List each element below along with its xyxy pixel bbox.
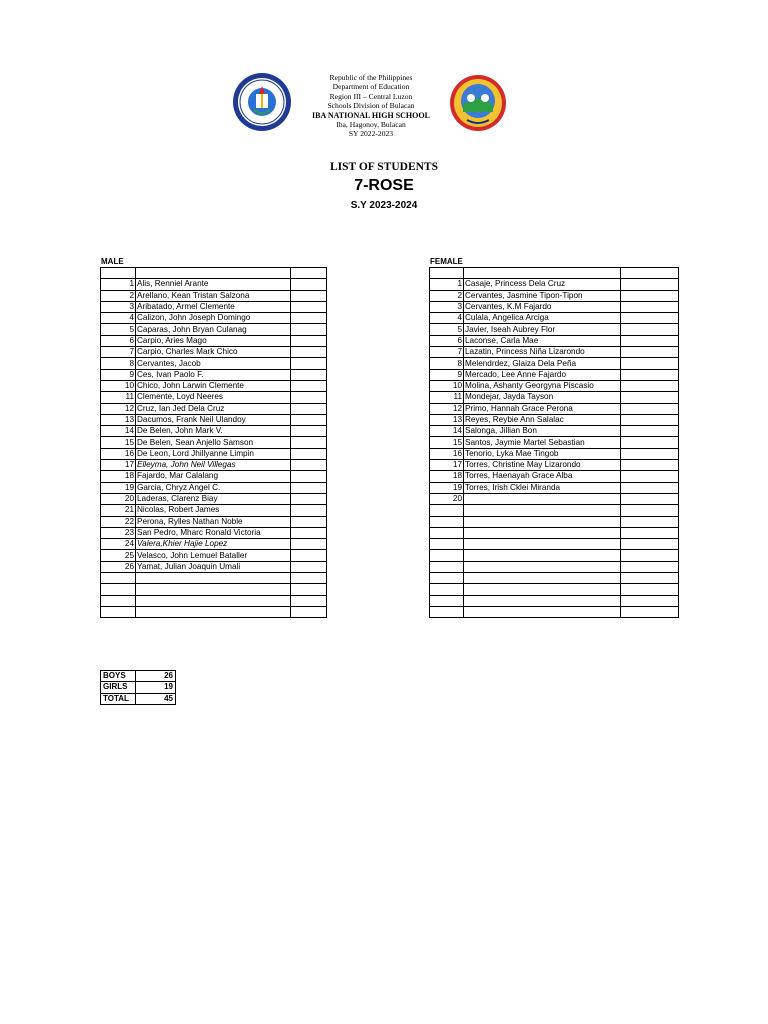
table-row <box>101 482 327 493</box>
student-name <box>464 550 621 561</box>
blank-cell <box>621 595 679 606</box>
table-row <box>430 268 679 279</box>
totals-label: TOTAL <box>101 693 136 704</box>
blank-cell <box>291 392 327 403</box>
row-number: 14 <box>101 426 136 437</box>
row-number <box>430 527 464 538</box>
section-title: 7-ROSE <box>354 177 414 194</box>
table-row <box>430 313 679 324</box>
table-row <box>101 561 327 572</box>
row-number: 1 <box>101 279 136 290</box>
table-row <box>430 369 679 380</box>
blank-cell <box>621 561 679 572</box>
blank-cell <box>621 313 679 324</box>
table-row <box>101 392 327 403</box>
student-name: Garcia, Chryz Angel C. <box>136 482 291 493</box>
totals-row-girls <box>101 682 176 693</box>
row-number: 3 <box>101 301 136 312</box>
student-name <box>464 595 621 606</box>
blank-cell <box>621 268 679 279</box>
blank-cell <box>291 369 327 380</box>
school-name: IBA NATIONAL HIGH SCHOOL <box>312 110 430 120</box>
table-row <box>101 539 327 550</box>
row-number <box>101 573 136 584</box>
student-name: Calizon, John Joseph Domingo <box>136 313 291 324</box>
blank-cell <box>621 584 679 595</box>
blank-cell <box>291 516 327 527</box>
table-row <box>101 313 327 324</box>
student-name: Molina, Ashanty Georgyna Piscasio <box>464 380 621 391</box>
table-row <box>430 550 679 561</box>
student-name: Carpio, Charles Mark Chico <box>136 347 291 358</box>
blank-cell <box>621 358 679 369</box>
row-number: 7 <box>101 347 136 358</box>
student-name: Valera,Khier Hajie Lopez <box>136 539 291 550</box>
student-name: Elleyma, John Neil Villegas <box>136 460 291 471</box>
student-name <box>464 516 621 527</box>
blank-cell <box>291 584 327 595</box>
table-row <box>101 437 327 448</box>
student-name: Alis, Renniel Arante <box>136 279 291 290</box>
blank-cell <box>621 493 679 504</box>
blank-cell <box>291 460 327 471</box>
student-name: Arellano, Kean Tristan Salzona <box>136 290 291 301</box>
row-number: 24 <box>101 539 136 550</box>
table-row <box>430 437 679 448</box>
female-label: FEMALE <box>430 257 463 266</box>
student-name: Yamat, Julian Joaquin Umali <box>136 561 291 572</box>
table-row <box>101 460 327 471</box>
row-number <box>101 584 136 595</box>
school-header <box>290 73 452 139</box>
totals-label: BOYS <box>101 671 136 682</box>
blank-cell <box>621 606 679 617</box>
row-number: 20 <box>430 493 464 504</box>
table-row <box>430 414 679 425</box>
blank-cell <box>291 448 327 459</box>
row-number: 2 <box>101 290 136 301</box>
row-number: 11 <box>430 392 464 403</box>
table-row <box>101 493 327 504</box>
blank-cell <box>621 448 679 459</box>
blank-cell <box>621 573 679 584</box>
blank-cell <box>291 606 327 617</box>
table-row <box>430 324 679 335</box>
student-name: Torres, Christine May Lizarondo <box>464 460 621 471</box>
header-line-4: Schools Division of Bulacan <box>327 101 415 111</box>
row-number: 21 <box>101 505 136 516</box>
blank-cell <box>291 347 327 358</box>
row-number: 9 <box>101 369 136 380</box>
blank-cell <box>291 482 327 493</box>
blank-cell <box>621 482 679 493</box>
row-number: 10 <box>101 380 136 391</box>
table-row <box>101 279 327 290</box>
blank-cell <box>291 268 327 279</box>
row-number <box>430 584 464 595</box>
table-row <box>101 584 327 595</box>
table-row <box>101 268 327 279</box>
male-label: MALE <box>101 257 124 266</box>
blank-cell <box>621 347 679 358</box>
student-name: Fajardo, Mar Calalang <box>136 471 291 482</box>
student-name <box>464 539 621 550</box>
student-name: Ces, Ivan Paolo F. <box>136 369 291 380</box>
row-number: 15 <box>430 437 464 448</box>
student-name: Perona, Rylles Nathan Noble <box>136 516 291 527</box>
row-number: 9 <box>430 369 464 380</box>
student-name: Dacumos, Frank Neil Ulandoy <box>136 414 291 425</box>
division-seal-logo <box>449 72 507 134</box>
table-row <box>430 471 679 482</box>
totals-value: 45 <box>136 693 176 704</box>
row-number <box>430 505 464 516</box>
row-number: 14 <box>430 426 464 437</box>
row-number: 10 <box>430 380 464 391</box>
blank-cell <box>291 595 327 606</box>
row-number <box>430 268 464 279</box>
row-number: 20 <box>101 493 136 504</box>
school-year-title: S.Y 2023-2024 <box>350 200 418 211</box>
student-name: Javier, Iseah Aubrey Flor <box>464 324 621 335</box>
student-name: Clemente, Loyd Neeres <box>136 392 291 403</box>
row-number: 18 <box>430 471 464 482</box>
row-number: 1 <box>430 279 464 290</box>
row-number: 7 <box>430 347 464 358</box>
table-row <box>430 505 679 516</box>
student-name <box>136 573 291 584</box>
student-name: San Pedro, Mharc Ronald Victoria <box>136 527 291 538</box>
school-seal-logo <box>232 72 292 132</box>
student-name: Santos, Jaymie Martel Sebastian <box>464 437 621 448</box>
student-name: Aribatado, Armel Clemente <box>136 301 291 312</box>
blank-cell <box>291 437 327 448</box>
blank-cell <box>291 493 327 504</box>
header-school-year: SY 2022-2023 <box>348 129 394 139</box>
blank-cell <box>621 539 679 550</box>
student-name <box>464 505 621 516</box>
student-name: Caparas, John Bryan Culanag <box>136 324 291 335</box>
blank-cell <box>291 527 327 538</box>
row-number: 17 <box>101 460 136 471</box>
student-name: Torres, Haenayah Grace Alba <box>464 471 621 482</box>
blank-cell <box>621 426 679 437</box>
row-number: 6 <box>430 335 464 346</box>
table-row <box>101 505 327 516</box>
row-number: 8 <box>430 358 464 369</box>
student-name: Cruz, Ian Jed Dela Cruz <box>136 403 291 414</box>
blank-cell <box>621 471 679 482</box>
row-number <box>101 268 136 279</box>
blank-cell <box>621 301 679 312</box>
student-name <box>136 606 291 617</box>
blank-cell <box>621 369 679 380</box>
student-name: Reyes, Reybie Ann Salalac <box>464 414 621 425</box>
table-row <box>430 448 679 459</box>
table-row <box>430 380 679 391</box>
table-row <box>430 606 679 617</box>
table-row <box>101 527 327 538</box>
student-name: De Belen, Sean Anjello Samson <box>136 437 291 448</box>
table-row <box>430 335 679 346</box>
blank-cell <box>621 505 679 516</box>
student-name <box>464 268 621 279</box>
table-row <box>101 301 327 312</box>
row-number: 3 <box>430 301 464 312</box>
row-number: 6 <box>101 335 136 346</box>
student-name: Tenorio, Lyka Mae Tingob <box>464 448 621 459</box>
blank-cell <box>621 380 679 391</box>
totals-value: 26 <box>136 671 176 682</box>
row-number: 16 <box>101 448 136 459</box>
student-name: Lazatin, Princess Niña Lizarondo <box>464 347 621 358</box>
student-name <box>136 595 291 606</box>
row-number: 11 <box>101 392 136 403</box>
student-name: Nicolas, Robert James <box>136 505 291 516</box>
totals-value: 19 <box>136 682 176 693</box>
student-name: Casaje, Princess Dela Cruz <box>464 279 621 290</box>
table-row <box>101 403 327 414</box>
row-number <box>430 573 464 584</box>
row-number <box>430 550 464 561</box>
row-number: 4 <box>430 313 464 324</box>
table-row <box>430 301 679 312</box>
blank-cell <box>621 335 679 346</box>
row-number: 26 <box>101 561 136 572</box>
blank-cell <box>621 437 679 448</box>
row-number <box>430 561 464 572</box>
header-line-1: Republic of the Philippines <box>329 73 413 82</box>
student-name: Culala, Angelica Arciga <box>464 313 621 324</box>
school-address: Iba, Hagonoy, Bulacan <box>336 120 406 130</box>
blank-cell <box>291 358 327 369</box>
row-number: 5 <box>430 324 464 335</box>
table-row <box>430 358 679 369</box>
blank-cell <box>621 392 679 403</box>
student-name: Laconse, Carla Mae <box>464 335 621 346</box>
row-number <box>101 595 136 606</box>
blank-cell <box>291 324 327 335</box>
student-name: De Leon, Lord Jhillyanne Limpin <box>136 448 291 459</box>
table-row <box>101 358 327 369</box>
row-number: 2 <box>430 290 464 301</box>
row-number <box>430 539 464 550</box>
row-number: 25 <box>101 550 136 561</box>
table-row <box>101 324 327 335</box>
table-row <box>101 426 327 437</box>
table-row <box>101 448 327 459</box>
student-name: Cervantes, Jasmine Tipon-Tipon <box>464 290 621 301</box>
student-name: Torres, Irish Cklei Miranda <box>464 482 621 493</box>
table-row <box>101 516 327 527</box>
table-row <box>101 380 327 391</box>
student-name: Salonga, Jillian Bon <box>464 426 621 437</box>
table-row <box>430 561 679 572</box>
row-number: 8 <box>101 358 136 369</box>
student-name: Cervantes, Jacob <box>136 358 291 369</box>
blank-cell <box>621 290 679 301</box>
table-row <box>430 290 679 301</box>
table-row <box>101 414 327 425</box>
document-title: LIST OF STUDENTS <box>329 161 438 173</box>
blank-cell <box>291 561 327 572</box>
blank-cell <box>291 539 327 550</box>
blank-cell <box>291 505 327 516</box>
student-name: Chico, John Larwin Clemente <box>136 380 291 391</box>
totals-table <box>100 670 176 705</box>
row-number: 15 <box>101 437 136 448</box>
student-name <box>136 268 291 279</box>
student-name <box>464 606 621 617</box>
blank-cell <box>291 426 327 437</box>
row-number <box>430 516 464 527</box>
row-number: 17 <box>430 460 464 471</box>
row-number: 23 <box>101 527 136 538</box>
table-row <box>101 573 327 584</box>
table-row <box>430 460 679 471</box>
table-row <box>430 426 679 437</box>
student-name: De Belen, John Mark V. <box>136 426 291 437</box>
student-name: Velasco, John Lemuel Bataller <box>136 550 291 561</box>
row-number: 5 <box>101 324 136 335</box>
blank-cell <box>621 550 679 561</box>
blank-cell <box>291 550 327 561</box>
table-row <box>430 595 679 606</box>
table-row <box>430 493 679 504</box>
table-row <box>101 550 327 561</box>
student-name: Mercado, Lee Anne Fajardo <box>464 369 621 380</box>
student-name <box>464 527 621 538</box>
blank-cell <box>291 380 327 391</box>
table-row <box>430 584 679 595</box>
row-number: 19 <box>101 482 136 493</box>
table-row <box>430 539 679 550</box>
row-number: 22 <box>101 516 136 527</box>
totals-row-total <box>101 693 176 704</box>
student-name <box>464 584 621 595</box>
row-number: 13 <box>101 414 136 425</box>
student-name: Mondejar, Jayda Tayson <box>464 392 621 403</box>
table-row <box>101 595 327 606</box>
row-number: 12 <box>430 403 464 414</box>
row-number: 13 <box>430 414 464 425</box>
blank-cell <box>291 279 327 290</box>
header-line-2: Department of Education <box>332 82 410 92</box>
blank-cell <box>291 471 327 482</box>
row-number: 19 <box>430 482 464 493</box>
blank-cell <box>621 324 679 335</box>
student-name <box>464 573 621 584</box>
totals-row-boys <box>101 671 176 682</box>
table-row <box>430 482 679 493</box>
student-name <box>464 561 621 572</box>
blank-cell <box>621 460 679 471</box>
table-row <box>430 573 679 584</box>
male-roster-table <box>100 267 327 618</box>
row-number: 18 <box>101 471 136 482</box>
table-row <box>430 527 679 538</box>
blank-cell <box>621 403 679 414</box>
blank-cell <box>291 301 327 312</box>
row-number: 12 <box>101 403 136 414</box>
table-row <box>101 290 327 301</box>
table-row <box>430 347 679 358</box>
table-row <box>430 403 679 414</box>
blank-cell <box>621 516 679 527</box>
table-row <box>101 347 327 358</box>
table-row <box>430 392 679 403</box>
table-row <box>101 335 327 346</box>
row-number: 16 <box>430 448 464 459</box>
blank-cell <box>621 527 679 538</box>
student-name: Carpio, Aries Mago <box>136 335 291 346</box>
blank-cell <box>621 279 679 290</box>
row-number <box>430 606 464 617</box>
blank-cell <box>291 313 327 324</box>
student-name: Cervantes, K.M Fajardo <box>464 301 621 312</box>
table-row <box>430 516 679 527</box>
row-number <box>101 606 136 617</box>
table-row <box>101 606 327 617</box>
header-line-3: Region III – Central Luzon <box>329 91 413 101</box>
female-roster-table <box>429 267 679 618</box>
table-row <box>430 279 679 290</box>
student-name: Primo, Hannah Grace Perona <box>464 403 621 414</box>
blank-cell <box>291 403 327 414</box>
student-name: Laderas, Clarenz Biay <box>136 493 291 504</box>
blank-cell <box>291 573 327 584</box>
table-row <box>101 369 327 380</box>
blank-cell <box>621 414 679 425</box>
student-name <box>464 493 621 504</box>
row-number <box>430 595 464 606</box>
row-number: 4 <box>101 313 136 324</box>
totals-label: GIRLS <box>101 682 136 693</box>
blank-cell <box>291 290 327 301</box>
student-name: Melendrdez, Glaiza Dela Peña <box>464 358 621 369</box>
blank-cell <box>291 414 327 425</box>
blank-cell <box>291 335 327 346</box>
student-name <box>136 584 291 595</box>
table-row <box>101 471 327 482</box>
